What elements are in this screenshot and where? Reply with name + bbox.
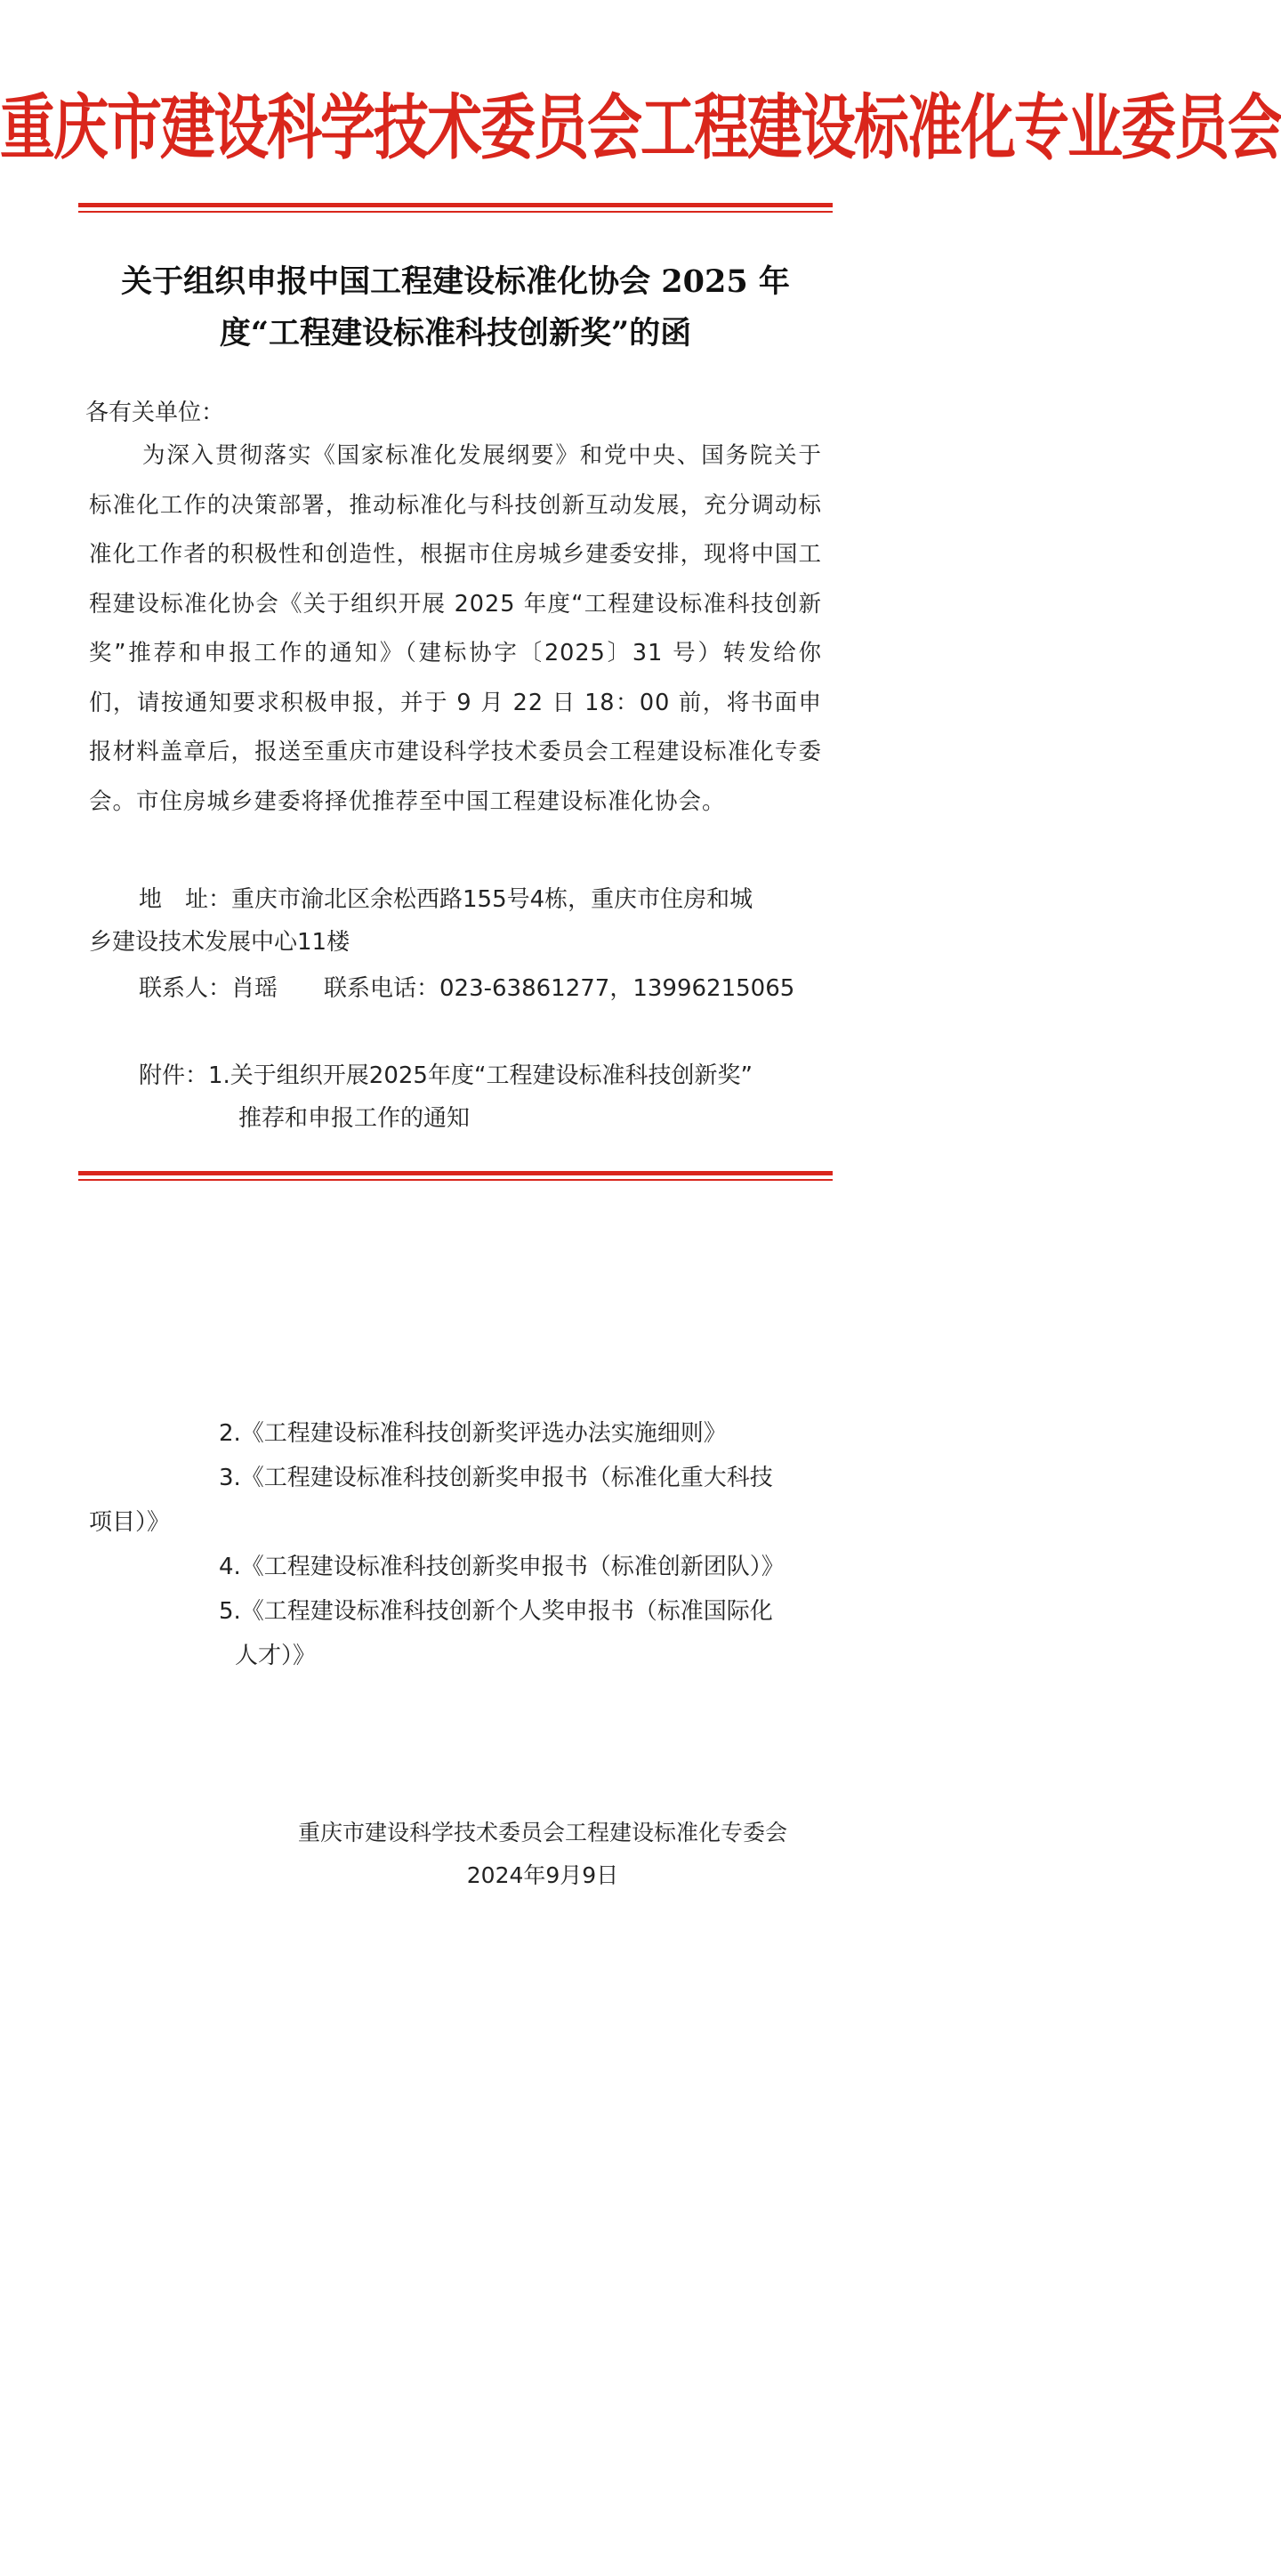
body-paragraph: 为深入贯彻落实《国家标准化发展纲要》和党中央、国务院关于标准化工作的决策部署，推动标准化与科技创新互动发展，充分调动标准化工作者的积极性和创造性，根据市住房城乡建委安排，现将中国工程建设标准化协会《关于组织开展 2025 年度“工程建设标准科技创新奖”推荐和申报工作的通知》（建标协字〔2025〕31 号）转发给你们，请按通知要求积极申报，并于 9 月 22 日 18：00 前，将书面申报材料盖章后，报送至重庆市建设科学技术委员会工程建设标准化专委会。市住房城乡建委将择优推荐至中国工程建设标准化协会。 bbox=[89, 442, 822, 815]
letterhead-rule-thin bbox=[78, 211, 833, 213]
signature-organization: 重庆市建设科学技术委员会工程建设标准化专委会 bbox=[297, 1820, 787, 1845]
document-title-line-2: 度“工程建设标准科技创新奖”的函 bbox=[219, 315, 692, 351]
attachment-2: 2.《工程建设标准科技创新奖评选办法实施细则》 bbox=[219, 1420, 727, 1447]
address-line-1: 地 址：重庆市渝北区余松西路155号4栋，重庆市住房和城 bbox=[139, 886, 753, 913]
salutation: 各有关单位： bbox=[85, 400, 225, 426]
contact-line: 联系人：肖瑶 联系电话：023-63861277，13996215065 bbox=[139, 975, 795, 1002]
attachment-1-line-2: 推荐和申报工作的通知 bbox=[238, 1105, 471, 1132]
letterhead-masthead: 重庆市建设科学技术委员会工程建设标准化专业委员会 bbox=[0, 85, 1281, 170]
attachment-5-line-1: 5.《工程建设标准科技创新个人奖申报书（标准国际化 bbox=[219, 1598, 773, 1625]
document-title bbox=[85, 256, 826, 359]
attachment-3-line-2: 项目）》 bbox=[89, 1509, 171, 1536]
letterhead-rule-thick bbox=[78, 203, 833, 207]
divider-rule-thick bbox=[78, 1171, 833, 1175]
divider-rule-thin bbox=[78, 1179, 833, 1181]
document-title-line-1: 关于组织申报中国工程建设标准化协会 2025 年 bbox=[121, 263, 790, 300]
attachment-3-line-1: 3.《工程建设标准科技创新奖申报书（标准化重大科技 bbox=[219, 1465, 773, 1491]
attachment-5-line-2: 人才）》 bbox=[235, 1643, 317, 1669]
address-line-2: 乡建设技术发展中心11楼 bbox=[89, 929, 350, 956]
signature-date: 2024年9月9日 bbox=[466, 1862, 619, 1888]
attachment-1-line-1: 附件：1.关于组织开展2025年度“工程建设标准科技创新奖” bbox=[139, 1062, 753, 1089]
attachment-4: 4.《工程建设标准科技创新奖申报书（标准创新团队）》 bbox=[219, 1554, 785, 1580]
